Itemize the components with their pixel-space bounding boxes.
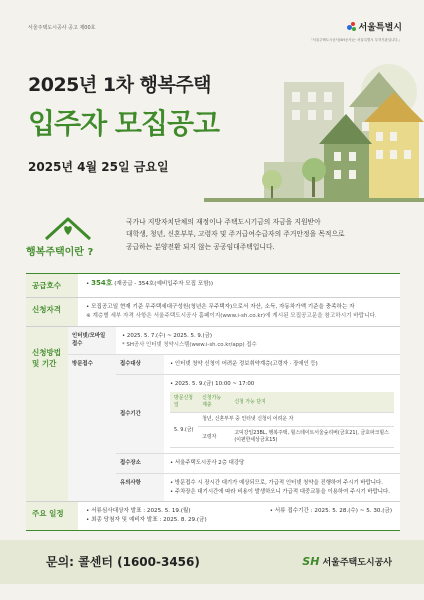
period-subrow (116, 375, 400, 455)
inner-head-complex: 신청 가능 단지 (230, 392, 394, 413)
qualify-note: ※ 계층별 세부 자격 사항은 서울주택도시공사 홈페이지(www.i-sh.co.kr)에 게시된 모집공고문을 참고하시기 바랍니다. (86, 313, 377, 319)
supply-row (26, 274, 400, 298)
notice-subrow (116, 474, 400, 501)
target-text: • 인터넷 청약 신청이 어려운 정보취약계층(고령자 · 장애인 등) (170, 361, 318, 368)
visit-label: 방문접수 (68, 355, 116, 501)
seoul-logo (347, 20, 402, 33)
title-line-1: 2025년 1차 행복주택 (28, 74, 211, 96)
contact-bar (0, 540, 424, 584)
schedule-row (26, 502, 400, 530)
inner-row2-group: 고령자 (198, 427, 230, 448)
seoul-logo-text: 서울특별시 (358, 23, 402, 33)
qualify-label: 신청자격 (26, 298, 78, 326)
inner-date: 5. 9.(금) (170, 413, 198, 448)
visit-schedule-table (170, 392, 394, 448)
sh-logo-icon: SH (302, 555, 320, 568)
online-content (116, 327, 400, 354)
method-content (68, 327, 400, 501)
supply-detail: (재공급 - 354호(예비입주자 모집 포함)) (114, 281, 214, 287)
visit-content (116, 355, 400, 501)
schedule-label: 주요 일정 (26, 502, 78, 530)
schedule-line (86, 507, 392, 516)
supply-content: • 354호 (재공급 - 354호(예비입주자 모집 포함)) (86, 279, 214, 287)
qualify-row (26, 298, 400, 327)
online-period: • 2025. 5. 7.(수) ~ 2025. 5. 9.(금) (122, 333, 212, 339)
inner-table-row (170, 413, 394, 427)
inner-row2-complex: 고덕강일23BL, 행복주택, 힐스테이트서울숲리버(금호21), 금호파크힐스(이편한세상금호15) (230, 427, 394, 448)
method-label (26, 327, 68, 501)
intro-line: 공급하는 분양전환 되지 않는 공공임대주택입니다. (126, 242, 275, 251)
intro-line: 대학생, 청년, 신혼부부, 고령자 및 주거급여수급자의 주거안정을 목적으로 (126, 230, 345, 239)
inner-head-date: 방문신청일 (170, 392, 198, 413)
notice-line: • 방문접수 시 장시간 대기가 예상되므로, 가급적 인터넷 청약을 진행하여 주시기 바랍니다. (170, 479, 383, 486)
online-label: 인터넷/모바일 접수 (68, 327, 116, 354)
inner-row1-text: 청년, 신혼부부 중 인터넷 신청이 어려운 자 (198, 413, 394, 427)
sh-logo-name: 서울주택도시공사 (322, 558, 392, 568)
intro-description (126, 216, 406, 253)
notice-date: 2025년 4월 25일 금요일 (28, 160, 169, 174)
notice-label: 유의사항 (116, 474, 164, 501)
seoul-logo-icon (347, 22, 356, 31)
schedule-item: • 서류심사대상자 발표 : 2025. 5. 19.(월) (86, 508, 191, 515)
target-label: 접수대상 (116, 355, 164, 374)
period-text: • 2025. 5. 9.(금) 10:00 ~ 17:00 (170, 380, 255, 387)
city-illustration (204, 52, 424, 202)
qualify-line: • 모집공고일 현재 기준 무주택세대구성원(청년은 무주택자)으로서 자산, 소득, 자동차가액 기준을 충족하는 자 (86, 304, 355, 310)
online-note: * SH공사 인터넷 청약시스템(www.i-sh.co.kr/app) 접수 (122, 341, 257, 348)
notice-number: 서울주택도시공사 공고 제00호 (28, 25, 96, 31)
method-label-line2: 및 기간 (32, 359, 57, 368)
supply-number: 354호 (91, 279, 113, 287)
house-roof-icon (38, 213, 98, 243)
qualify-content (78, 298, 400, 326)
notice-content (164, 474, 400, 501)
place-subrow (116, 454, 400, 474)
place-label: 접수장소 (116, 454, 164, 473)
notice-line: • 주차장은 대기시간에 따라 비용이 발생하오니 가급적 대중교통을 이용하여 주시기 바랍니다. (170, 488, 390, 495)
intro-line: 국가나 지방자치단체의 재정이나 주택도시기금의 자금을 지원받아 (126, 218, 321, 226)
inner-head-group: 신청가능 계층 (198, 392, 230, 413)
contact-text: 문의: 콜센터 (1600-3456) (46, 555, 200, 569)
inner-table-header (170, 392, 394, 413)
info-table (26, 273, 400, 531)
schedule-item: • 최종 당첨자 및 예비자 발표 : 2025. 8. 29.(금) (86, 517, 207, 524)
target-subrow (116, 355, 400, 375)
period-label: 접수기간 (116, 375, 164, 454)
org-subtext: 「서울주택도시공사(SH공사)는 서울특별시 투자기관입니다.」 (309, 38, 402, 42)
title-line-2: 입주자 모집공고 (28, 107, 220, 140)
period-content (164, 375, 400, 454)
schedule-content (78, 502, 400, 530)
method-row (26, 327, 400, 502)
sh-logo (302, 555, 392, 568)
schedule-item: • 서류 접수기간 : 2025. 5. 28.(수) ~ 5. 30.(금) (269, 508, 392, 515)
intro-label: 행복주택이란 ? (26, 247, 94, 258)
supply-label: 공급호수 (26, 274, 78, 297)
method-label-line1: 신청방법 (32, 348, 61, 357)
visit-subrow (68, 355, 400, 501)
place-text: • 서울주택도시공사 2층 대강당 (170, 460, 245, 467)
inner-table-row (170, 427, 394, 448)
online-subrow (68, 327, 400, 355)
